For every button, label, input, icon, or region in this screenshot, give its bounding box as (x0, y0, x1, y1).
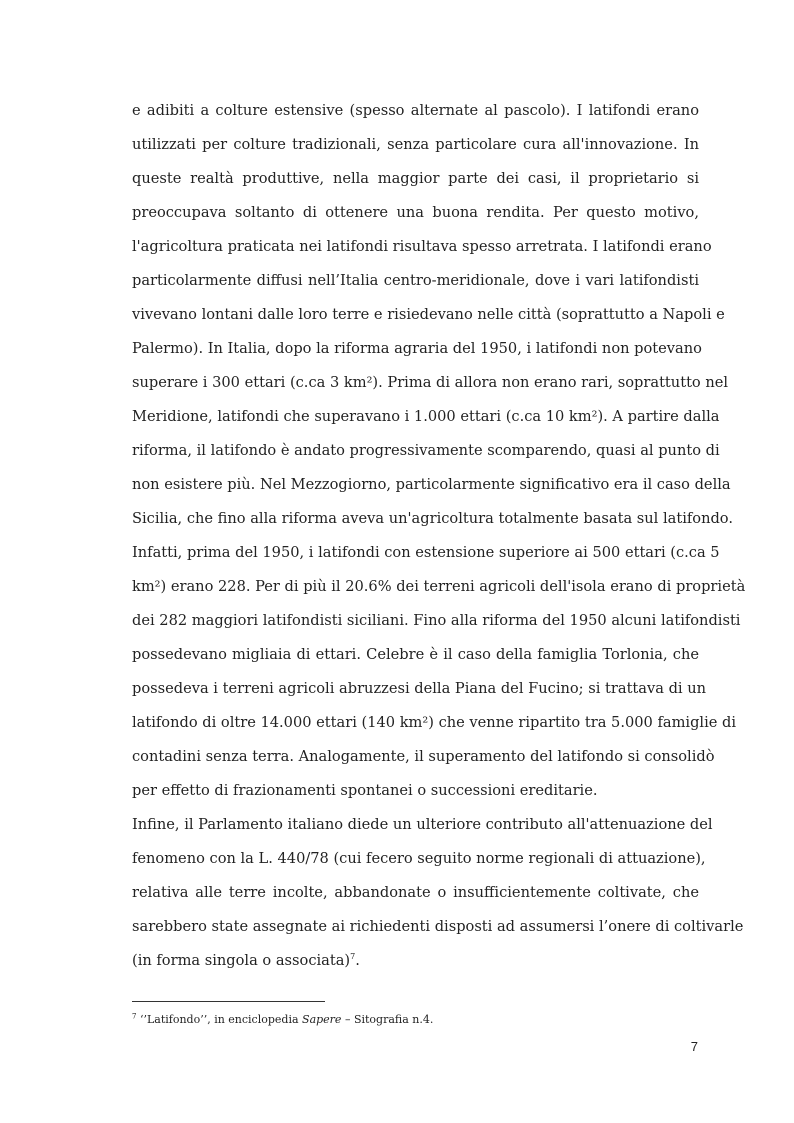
text-line-with-footnote-ref: (in forma singola o associata)$^7$. (132, 952, 360, 969)
text-line: contadini senza terra. Analogamente, il superamento del latifondo si consolidò (132, 748, 715, 765)
body-text (132, 94, 746, 978)
text-line: superare i 300 ettari (c.ca 3 km²). Prima di allora non erano rari, soprattutto nel (132, 374, 729, 391)
text-line: km²) erano 228. Per di più il 20.6% dei terreni agricoli dell'isola erano di proprietà (132, 578, 746, 595)
text-line: possedeva i terreni agricoli abruzzesi della Piana del Fucino; si trattava di un (132, 680, 707, 697)
text-line: Sicilia, che fino alla riforma aveva un'agricoltura totalmente basata sul latifondo. (132, 510, 733, 527)
text-line: riforma, il latifondo è andato progressivamente scomparendo, quasi al punto di (132, 442, 720, 459)
text-line: dei 282 maggiori latifondisti siciliani. Fino alla riforma del 1950 alcuni latifondisti (132, 612, 741, 629)
footnote-reference[interactable]: 7 (350, 952, 356, 962)
text-line: particolarmente diffusi nell’Italia centro-meridionale, dove i vari latifondisti (132, 272, 699, 289)
footnote-text-before: ‘’Latifondo’’, in enciclopedia (136, 1013, 303, 1026)
text-line: relativa alle terre incolte, abbandonate o insufficientemente coltivate, che (132, 884, 699, 901)
text-line: fenomeno con la L. 440/78 (cui fecero seguito norme regionali di attuazione), (132, 850, 706, 867)
footnote (132, 1012, 433, 1028)
text-line: queste realtà produttive, nella maggior parte dei casi, il proprietario si (132, 170, 699, 187)
footnote-italic-title: Sapere (302, 1013, 342, 1026)
text-line: e adibiti a colture estensive (spesso alternate al pascolo). I latifondi erano (132, 102, 699, 119)
text-line: latifondo di oltre 14.000 ettari (140 km²) che venne ripartito tra 5.000 famiglie di (132, 714, 737, 731)
page-number: 7 (690, 1039, 698, 1054)
text-line: non esistere più. Nel Mezzogiorno, particolarmente significativo era il caso della (132, 476, 731, 493)
text-line: sarebbero state assegnate ai richiedenti disposti ad assumersi l’onere di coltivarle (132, 918, 744, 935)
text-line: Infine, il Parlamento italiano diede un ulteriore contributo all'attenuazione del (132, 816, 713, 833)
text-line: vivevano lontani dalle loro terre e risiedevano nelle città (soprattutto a Napoli e (132, 306, 725, 323)
text-line: utilizzati per colture tradizionali, senza particolare cura all'innovazione. In (132, 136, 699, 153)
footnote-separator (132, 1001, 325, 1002)
text-line: per effetto di frazionamenti spontanei o successioni ereditarie. (132, 782, 598, 799)
text-line: Infatti, prima del 1950, i latifondi con estensione superiore ai 500 ettari (c.ca 5 (132, 544, 720, 561)
text-line: Palermo). In Italia, dopo la riforma agraria del 1950, i latifondi non potevano (132, 340, 702, 357)
text-line: Meridione, latifondi che superavano i 1.000 ettari (c.ca 10 km²). A partire dalla (132, 408, 720, 425)
text-line: l'agricoltura praticata nei latifondi risultava spesso arretrata. I latifondi erano (132, 238, 712, 255)
footnote-text-after: – Sitografia n.4. (341, 1013, 434, 1026)
text-line-content: (in forma singola o associata) (132, 952, 351, 969)
text-line: preoccupava soltanto di ottenere una buona rendita. Per questo motivo, (132, 204, 699, 221)
text-line: possedevano migliaia di ettari. Celebre è il caso della famiglia Torlonia, che (132, 646, 699, 663)
footnote-marker: 7 (132, 1012, 137, 1021)
